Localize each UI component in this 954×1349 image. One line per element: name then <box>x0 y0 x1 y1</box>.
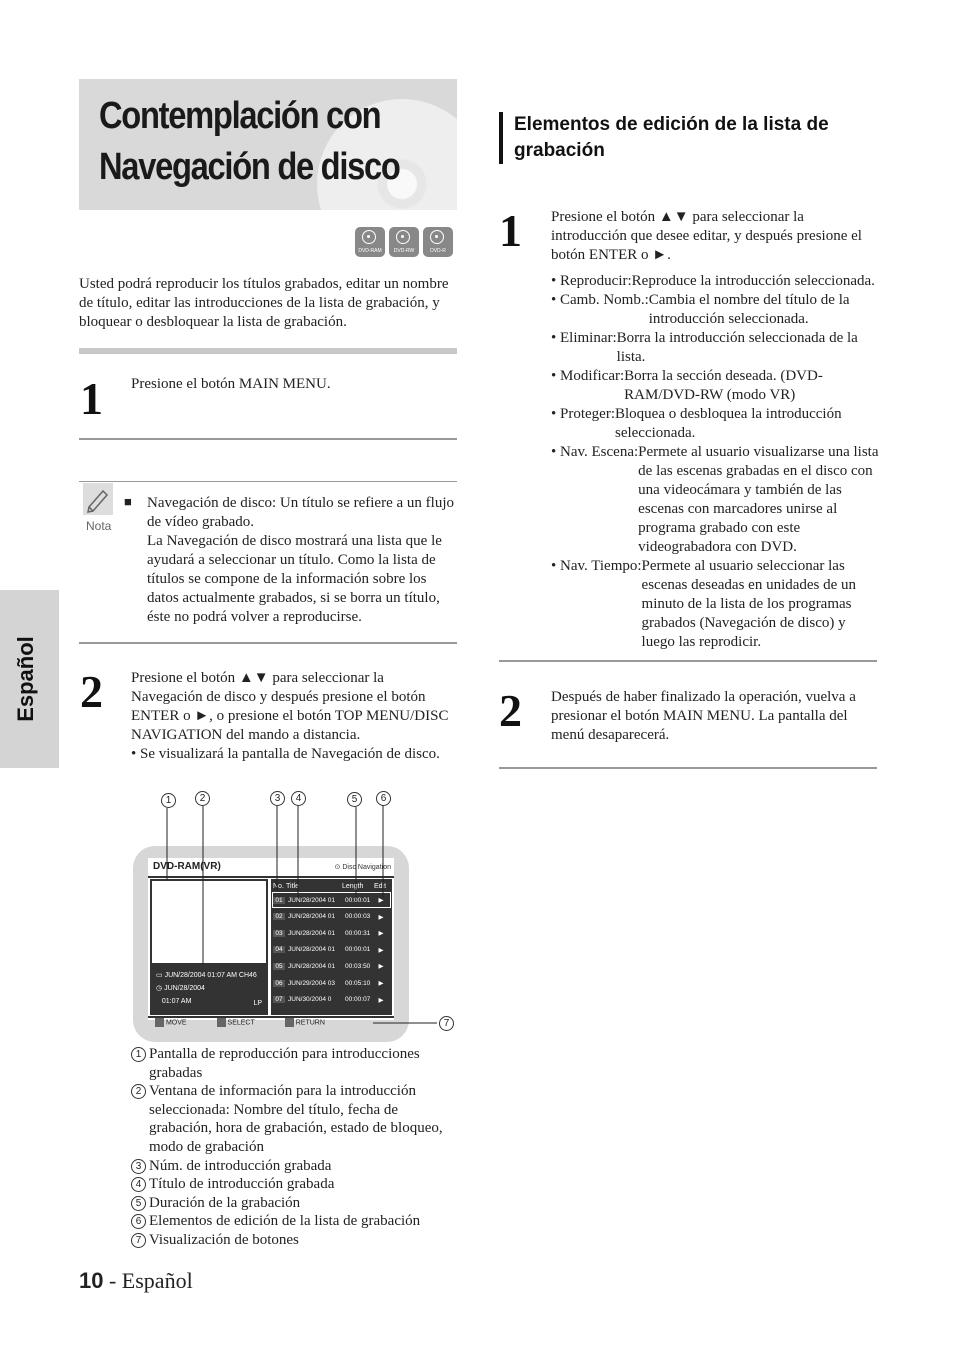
language-side-tab: Español <box>0 590 59 768</box>
row-number: 06 <box>273 980 285 987</box>
list-header: No. Title Length Edit <box>273 883 387 890</box>
right-step-2-number: 2 <box>499 685 522 736</box>
edit-arrow-icon: ▶ <box>378 930 384 938</box>
return-button: RETURN <box>285 1018 325 1027</box>
callout-3: 3 <box>270 791 285 806</box>
page-title: Contemplación con Navegación de disco <box>99 95 400 188</box>
callout-2: 2 <box>195 791 210 806</box>
row-length: 00:00:03 <box>345 913 371 921</box>
list-item: • Nav. Escena: Permete al usuario visualizarse una lista de las escenas grabadas en el disco con una videocámara y también de las escenas con marcadores unirse al programa grabado con este videograbadora con DVD. <box>551 444 879 555</box>
row-number: 01 <box>273 897 285 904</box>
edit-items-list <box>551 272 881 652</box>
row-title: JUN/28/2004 01 <box>288 962 335 970</box>
row-number: 05 <box>273 963 285 970</box>
step-1-text: Presione el botón MAIN MENU. <box>131 376 331 392</box>
divider <box>499 660 877 662</box>
row-title: JUN/28/2004 01 <box>288 896 335 904</box>
row-number: 02 <box>273 913 285 920</box>
callout-legend <box>131 1045 451 1250</box>
right-step-2-text: Después de haber finalizado la operación, vuelva a presionar el botón MAIN MENU. La pantalla del menú desaparecerá. <box>551 689 856 743</box>
row-number: 04 <box>273 946 285 953</box>
row-length: 00:05:10 <box>345 979 371 987</box>
intro-paragraph: Usted podrá reproducir los títulos grabados, editar un nombre de título, editar las introducciones de la lista de grabación, y bloquear o desbloquear la lista de grabación. <box>79 276 449 330</box>
note-text: Navegación de disco: Un título se refiere a un flujo de vídeo grabado. La Navegación de disco mostrará una lista que le ayudará a seleccionar un título. Como la lista de títulos se compone de la información sobre los datos actualmente grabados, si se borra un título, éste no podrá volver a reproducirse. <box>147 495 454 625</box>
callout-4: 4 <box>291 791 306 806</box>
row-length: 00:00:07 <box>345 996 371 1004</box>
row-length: 00:03:50 <box>345 962 371 970</box>
edit-arrow-icon: ▶ <box>378 946 384 954</box>
list-item: • Nav. Tiempo: Permete al usuario seleccionar las escenas deseadas en unidades de un minuto de la lista de los programas grabados (Navegación de disco) y luego las reprodicir. <box>551 558 857 650</box>
move-button: MOVE <box>155 1018 187 1027</box>
row-title: JUN/28/2004 01 <box>288 946 335 954</box>
row-length: 00:00:31 <box>345 929 371 937</box>
legend-item: 5 Duración de la grabación <box>131 1194 451 1213</box>
edit-arrow-icon: ▶ <box>378 963 384 971</box>
screen-menu-label: ⊙ Disc Navigation <box>334 864 391 871</box>
row-number: 07 <box>273 996 285 1003</box>
edit-arrow-icon: ▶ <box>378 980 384 987</box>
step-1-number: 1 <box>80 373 103 424</box>
edit-arrow-icon: ▶ <box>378 996 384 1004</box>
divider <box>499 767 877 769</box>
callout-7: 7 <box>439 1016 454 1031</box>
row-title: JUN/28/2004 01 <box>288 913 335 921</box>
legend-item: 6 Elementos de edición de la lista de grabación <box>131 1212 451 1231</box>
row-title: JUN/30/2004 0 <box>288 996 332 1004</box>
legend-item: 4 Título de introducción grabada <box>131 1175 451 1194</box>
edit-arrow-icon: ▶ <box>378 913 384 921</box>
right-step-1-number: 1 <box>499 205 522 256</box>
list-item: • Reproducir: Reproduce la introducción seleccionada. <box>551 273 875 289</box>
step-2-number: 2 <box>80 666 103 717</box>
list-item: • Eliminar: Borra la introducción seleccionada de la lista. <box>551 330 858 365</box>
legend-item: 3 Núm. de introducción grabada <box>131 1157 451 1176</box>
edit-arrow-icon: ▶ <box>378 897 384 904</box>
legend-item: 1 Pantalla de reproducción para introducciones grabadas <box>131 1045 451 1082</box>
dvd-r-badge-icon: DVD-R <box>423 227 453 257</box>
section-heading: Elementos de edición de la lista de grabación <box>499 112 854 164</box>
screen-mode: DVD-RAM(VR) <box>153 861 221 872</box>
record-mode: LP <box>253 1000 262 1007</box>
legend-item: 7 Visualización de botones <box>131 1231 451 1250</box>
callout-5: 5 <box>347 792 362 807</box>
callout-1: 1 <box>161 793 176 808</box>
dvd-ram-badge-icon: DVD-RAM <box>355 227 385 257</box>
note-label: Nota <box>86 519 112 533</box>
callout-6: 6 <box>376 791 391 806</box>
dvd-rw-badge-icon: DVD-RW <box>389 227 419 257</box>
info-window: ▭ JUN/28/2004 01:07 AM CH46 ◷ JUN/28/2004 01:07 AM <box>156 972 257 1005</box>
legend-item: 2 Ventana de información para la introducción seleccionada: Nombre del título, fecha de grabación, hora de grabación, estado de bloqueo, modo de grabación <box>131 1082 451 1156</box>
row-number: 03 <box>273 930 285 937</box>
row-title: JUN/28/2004 01 <box>288 929 335 937</box>
page-footer: 10 - Español <box>79 1268 193 1293</box>
select-button: SELECT <box>217 1018 255 1027</box>
list-item: • Modificar: Borra la sección deseada. (DVD-RAM/DVD-RW (modo VR) <box>551 368 823 403</box>
step-2-text: Presione el botón ▲▼ para seleccionar la Navegación de disco y después presione el botón ENTER o ►, o presione el botón TOP MENU/DISC NAVIGATION del mando a distancia. • Se visualizará la pantalla de Navegación de disco. <box>131 670 449 762</box>
right-step-1-text: Presione el botón ▲▼ para seleccionar la introducción que desee editar, y después presione el botón ENTER o ►. <box>551 209 862 263</box>
list-item: • Proteger: Bloquea o desbloquea la introducción seleccionada. <box>551 406 842 441</box>
row-length: 00:00:01 <box>345 946 371 954</box>
row-title: JUN/29/2004 03 <box>288 979 335 987</box>
row-length: 00:00:01 <box>345 896 371 904</box>
note-bullet: ■ <box>124 494 132 509</box>
list-item: • Camb. Nomb.: Cambia el nombre del título de la introducción seleccionada. <box>551 292 850 327</box>
